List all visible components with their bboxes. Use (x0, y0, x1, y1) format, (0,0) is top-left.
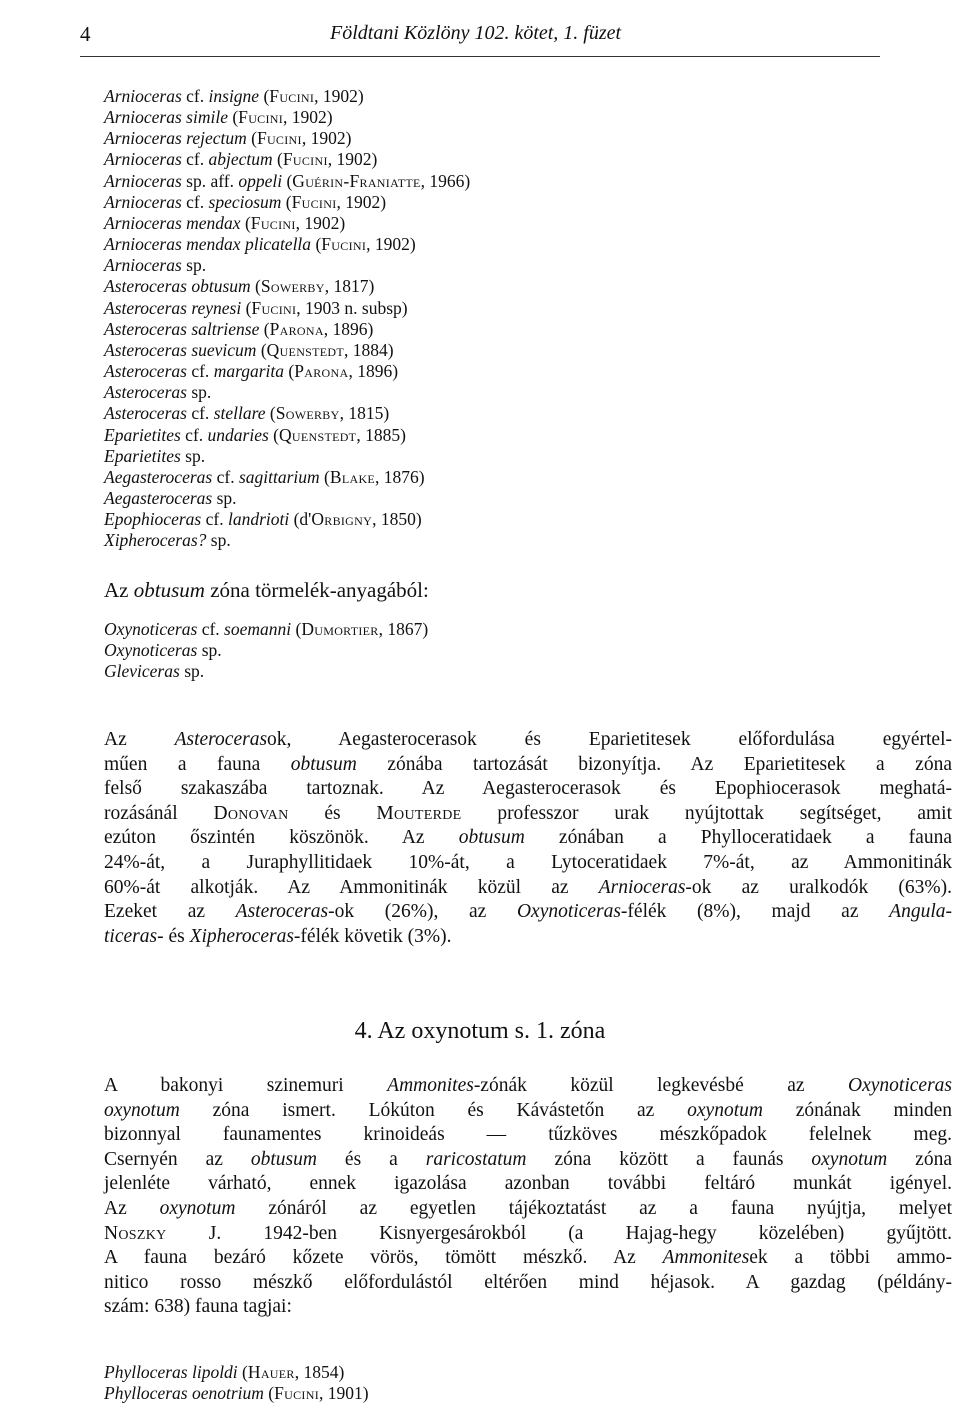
genus-name: Asteroceras (104, 318, 187, 339)
open-nomenclature: sp. (210, 530, 231, 551)
open-nomenclature: cf. (186, 149, 205, 170)
genus-name: Arnioceras (104, 170, 182, 191)
genus-name: Arnioceras (104, 255, 182, 276)
open-nomenclature: sp. (185, 445, 206, 466)
paragraph-line: rozásánál Donovan és Mouterde professzor urak nyújtottak segítséget, amit (104, 802, 952, 824)
species-entry (104, 213, 470, 234)
species-list-obtusum-debris (104, 619, 428, 682)
open-nomenclature: cf. (185, 424, 204, 445)
paragraph-line: 24%-át, a Juraphyllitidaek 10%-át, a Lytoceratidaek 7%-át, az Ammonitinák (104, 851, 952, 873)
taxon-name: raricostatum (425, 1148, 527, 1170)
species-entry (104, 467, 470, 488)
paragraph-line: Ezeket az Asteroceras-ok (26%), az Oxynoticeras-félék (8%), majd az Angula- (104, 901, 952, 923)
species-entry (104, 1383, 369, 1404)
taxon-name: Angula (889, 901, 946, 923)
species-epithet: margarita (213, 361, 285, 382)
species-entry (104, 488, 470, 509)
genus-name: Asteroceras (104, 276, 187, 297)
species-entry (104, 255, 470, 276)
species-epithet: sagittarium (238, 466, 320, 487)
paragraph-line: szám: 638) fauna tagjai: (104, 1296, 292, 1318)
genus-name: Gleviceras (104, 661, 180, 682)
species-author: (Fucini, 1902) (244, 212, 346, 233)
species-epithet: lipoldi (191, 1362, 238, 1382)
paragraph-line: Noszky J. 1942-ben Kisnyergesárokból (a Hajag-hegy közelében) gyűjtött. (104, 1222, 952, 1244)
paragraph-line: műen a fauna obtusum zónába tartozását bizonyítja. Az Eparietitesek a zóna (104, 753, 952, 775)
species-epithet: simile (186, 107, 228, 128)
genus-name: Arnioceras (104, 149, 182, 170)
species-entry (104, 340, 470, 361)
taxon-name: obtusum (250, 1148, 317, 1170)
genus-name: Arnioceras (104, 191, 182, 212)
species-author: (Parona, 1896) (288, 361, 399, 382)
taxon-name: Asteroceras (174, 729, 268, 750)
species-epithet: stellare (213, 403, 266, 424)
species-author: (Quenstedt, 1885) (273, 424, 406, 445)
species-entry (104, 661, 428, 682)
species-entry (104, 509, 470, 530)
genus-name: Aegasteroceras (104, 466, 213, 487)
taxon-name: Asteroceras (235, 901, 329, 923)
genus-name: Arnioceras (104, 212, 182, 233)
open-nomenclature: cf. (186, 191, 205, 212)
genus-name: Oxynoticeras (104, 640, 198, 661)
open-nomenclature: cf. (186, 86, 205, 106)
genus-name: Eparietites (104, 445, 181, 466)
species-entry (104, 1362, 369, 1383)
taxon-name: Xipheroceras (189, 925, 294, 947)
open-nomenclature: sp. (186, 255, 207, 276)
paragraph-line: jelenléte várható, ennek igazolása azonban további feltáró munkát igényel. (104, 1173, 952, 1195)
species-entry (104, 171, 470, 192)
paragraph-line: A bakonyi szinemuri Ammonites-zónák közül legkevésbé az Oxynoticeras (104, 1075, 952, 1096)
species-epithet: abjectum (208, 149, 273, 170)
open-nomenclature: cf. (201, 619, 220, 639)
species-list-oxynotum (104, 1362, 369, 1404)
species-author: (Guérin-Franiatte, 1966) (286, 170, 471, 191)
taxon-name: Ammonites (662, 1247, 750, 1269)
species-entry (104, 276, 470, 297)
species-entry (104, 361, 470, 382)
paragraph-line: nitico rosso mészkő előfordulástól eltérően mind héjasok. A gazdag (példány- (104, 1271, 952, 1293)
species-author: (Sowerby, 1815) (269, 403, 390, 424)
species-author: (Blake, 1876) (324, 466, 425, 487)
species-author: (Fucini, 1903 n. subsp) (245, 297, 408, 318)
species-epithet: reynesi (191, 297, 242, 318)
species-epithet: insigne (208, 86, 260, 106)
journal-title: Földtani Közlöny 102. kötet, 1. füzet (330, 22, 622, 44)
species-entry (104, 619, 428, 640)
genus-name: Asteroceras (104, 382, 187, 403)
species-author: (Fucini, 1902) (277, 149, 378, 170)
species-epithet: oenotrium (191, 1383, 264, 1404)
genus-name: Phylloceras (104, 1383, 188, 1404)
species-author: (Fucini, 1902) (263, 86, 364, 106)
genus-name: Arnioceras (104, 234, 182, 255)
genus-name: Asteroceras (104, 361, 187, 382)
species-epithet: speciosum (208, 191, 282, 212)
species-author: (d'Orbigny, 1850) (293, 509, 422, 530)
genus-name: Arnioceras (104, 128, 182, 149)
species-entry (104, 86, 470, 107)
open-nomenclature: sp. (184, 661, 205, 682)
genus-name: Aegasteroceras (104, 487, 213, 508)
paragraph-line: felső szakaszába tartoznak. Az Aegasterocerasok és Epophiocerasok meghatá- (104, 778, 952, 800)
genus-name: Phylloceras (104, 1362, 188, 1382)
species-entry (104, 192, 470, 213)
paragraph-line: Csernyén az obtusum és a raricostatum zóna között a faunás oxynotum zóna (104, 1148, 952, 1170)
species-author: (Sowerby, 1817) (255, 276, 375, 297)
species-epithet: soemanni (224, 619, 292, 639)
taxon-name: obtusum (290, 753, 357, 775)
taxon-name: ticeras (104, 925, 158, 947)
section-heading: 4. Az oxynotum s. 1. zóna (354, 1018, 606, 1044)
species-author: (Fucini, 1902) (315, 234, 416, 255)
discussion-paragraph (104, 728, 952, 949)
species-epithet: mendax (186, 212, 241, 233)
species-epithet: saltriense (191, 318, 260, 339)
header-rule (80, 56, 880, 57)
species-entry (104, 640, 428, 661)
species-author: (Fucini, 1901) (268, 1383, 369, 1404)
genus-name: Epophioceras (104, 509, 202, 530)
taxon-name: oxynotum (687, 1099, 763, 1121)
species-author: (Quenstedt, 1884) (260, 339, 394, 360)
open-nomenclature: sp. aff. (186, 170, 234, 191)
genus-name: Arnioceras (104, 86, 182, 106)
taxon-name: Oxynoticeras (848, 1075, 952, 1096)
species-epithet: oppeli (238, 170, 283, 191)
species-epithet: suevicum (191, 339, 257, 360)
species-author: (Fucini, 1902) (285, 191, 387, 212)
species-entry (104, 107, 470, 128)
author-name: Noszky (104, 1222, 167, 1244)
taxon-name: Oxynoticeras (516, 901, 621, 923)
open-nomenclature: sp. (216, 487, 237, 508)
paragraph-line: 60%-át alkotják. Az Ammonitinák közül az Arnioceras-ok az uralkodók (63%). (104, 876, 953, 898)
species-entry (104, 403, 470, 424)
page-number: 4 (80, 22, 91, 46)
taxon-name: obtusum (458, 827, 525, 849)
species-entry (104, 149, 470, 170)
paragraph-line: Az Asterocerasok, Aegasterocerasok és Eparietitesek előfordulása egyértel- (104, 729, 952, 750)
oxynotum-paragraph (104, 1074, 952, 1320)
species-author: (Dumortier, 1867) (295, 619, 429, 639)
species-author: (Parona, 1896) (263, 318, 374, 339)
paragraph-line: Az oxynotum zónáról az egyetlen tájékoztatást az a fauna nyújtja, melyet (104, 1197, 952, 1219)
species-author: (Fucini, 1902) (232, 107, 333, 128)
genus-name: Oxynoticeras (104, 619, 198, 639)
taxon-name: Arnioceras (598, 876, 686, 898)
genus-name: Arnioceras (104, 107, 182, 128)
paragraph-line: A fauna bezáró kőzete vörös, tömött mészkő. Az Ammonitesek a többi ammo- (104, 1247, 952, 1269)
species-list-main (104, 86, 470, 551)
species-entry (104, 530, 470, 551)
paragraph-line: oxynotum zóna ismert. Lókúton és Kávástetőn az oxynotum zónának minden (104, 1099, 952, 1121)
open-nomenclature: cf. (216, 466, 235, 487)
species-epithet: rejectum (186, 128, 247, 149)
open-nomenclature: cf. (205, 509, 224, 530)
species-entry (104, 319, 470, 340)
genus-name: Eparietites (104, 424, 181, 445)
author-name: Mouterde (376, 802, 462, 824)
paragraph-line: bizonnyal faunamentes krinoideás — tűzköves mészkőpadok felelnek meg. (104, 1124, 952, 1146)
paragraph-line: ticeras- és Xipheroceras-félék követik (3%). (104, 925, 452, 947)
author-name: Donovan (213, 802, 289, 824)
species-entry (104, 446, 470, 467)
genus-name: Asteroceras (104, 403, 187, 424)
species-author: (Hauer, 1854) (242, 1362, 345, 1382)
genus-name: Asteroceras (104, 297, 187, 318)
obtusum-debris-heading: Az obtusum zóna törmelék-anyagából: (104, 578, 429, 602)
open-nomenclature: cf. (191, 403, 210, 424)
taxon-name: oxynotum (159, 1197, 236, 1219)
open-nomenclature: sp. (201, 640, 222, 661)
species-entry (104, 234, 470, 255)
open-nomenclature: cf. (191, 361, 210, 382)
taxon-name: oxynotum (104, 1099, 180, 1121)
species-entry (104, 298, 470, 319)
taxon-name: Ammonites (387, 1075, 474, 1096)
species-epithet: undaries (207, 424, 269, 445)
species-entry (104, 128, 470, 149)
species-epithet: mendax plicatella (186, 234, 312, 255)
species-entry (104, 425, 470, 446)
species-author: (Fucini, 1902) (251, 128, 352, 149)
paragraph-line: ezúton őszintén köszönök. Az obtusum zónában a Phylloceratidaek a fauna (104, 827, 952, 849)
running-header (80, 22, 880, 62)
species-epithet: landrioti (227, 509, 290, 530)
genus-name: Asteroceras (104, 339, 187, 360)
taxon-name: oxynotum (811, 1148, 888, 1170)
species-epithet: obtusum (191, 276, 251, 297)
genus-name: Xipheroceras? (104, 530, 207, 551)
open-nomenclature: sp. (191, 382, 212, 403)
species-entry (104, 382, 470, 403)
